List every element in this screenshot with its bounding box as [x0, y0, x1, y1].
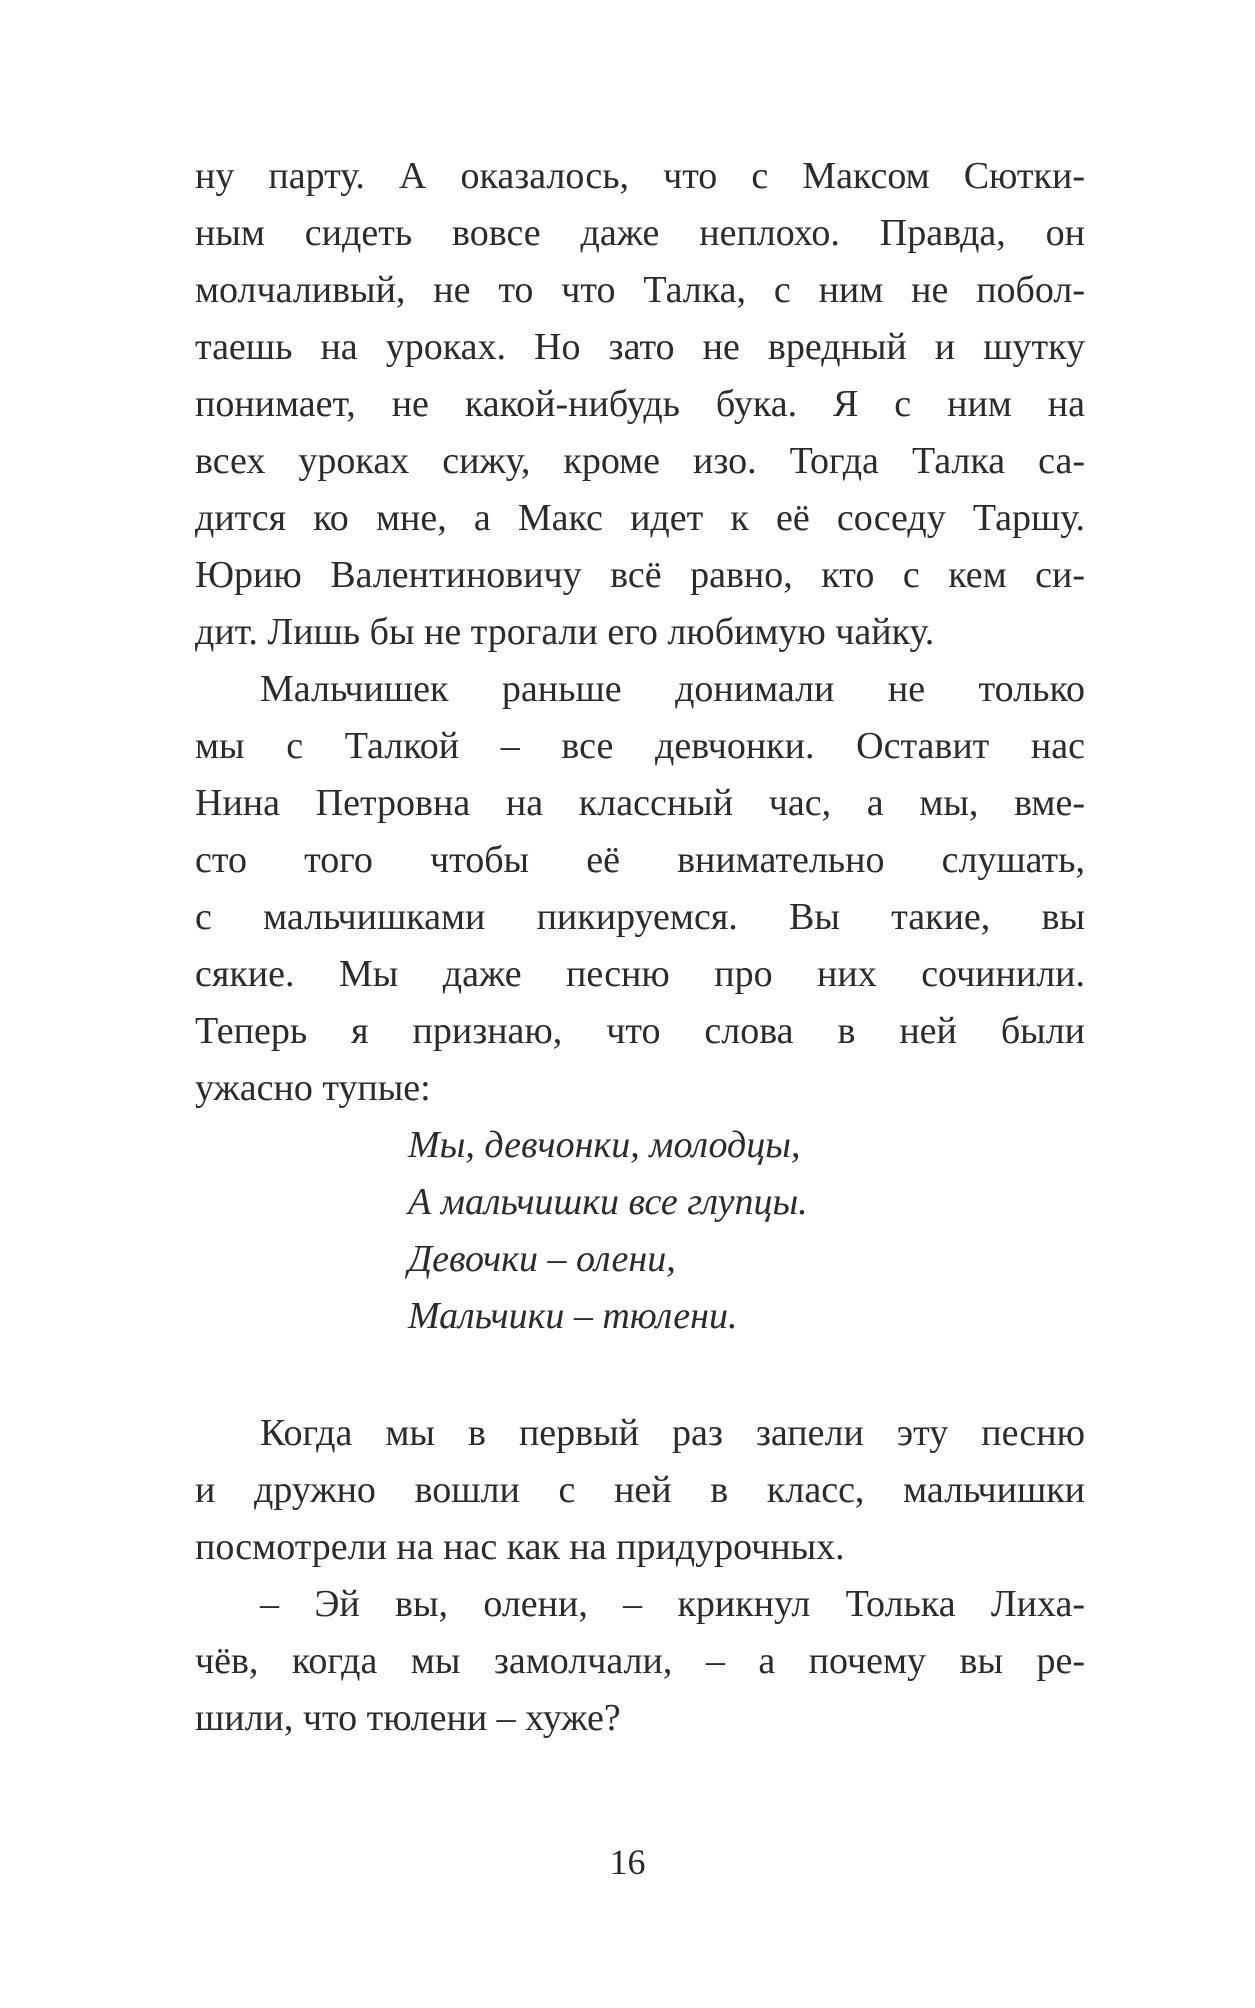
text-line: ну парту. А оказалось, что с Максом Сютки-: [195, 155, 1085, 197]
text-line: всех уроках сижу, кроме изо. Тогда Талка са-: [195, 440, 1085, 482]
text-line: ужасно тупые:: [195, 1067, 431, 1109]
verse-line: Девочки – олени,: [408, 1238, 676, 1280]
text-line: мы с Талкой – все девчонки. Оставит нас: [195, 725, 1085, 767]
text-line: – Эй вы, олени, – крикнул Толька Лиха-: [260, 1583, 1085, 1625]
text-line: ным сидеть вовсе даже неплохо. Правда, он: [195, 212, 1085, 254]
text-line: чёв, когда мы замолчали, – а почему вы ре-: [195, 1640, 1085, 1682]
text-line: дится ко мне, а Макс идет к её соседу Таршу.: [195, 497, 1085, 539]
text-line: дит. Лишь бы не трогали его любимую чайку.: [195, 611, 935, 653]
verse-line: А мальчишки все глупцы.: [408, 1181, 808, 1223]
text-line: с мальчишками пикируемся. Вы такие, вы: [195, 896, 1085, 938]
text-line: Когда мы в первый раз запели эту песню: [260, 1412, 1085, 1454]
verse-line: Мальчики – тюлени.: [408, 1295, 738, 1337]
text-line: Юрию Валентиновичу всё равно, кто с кем си-: [195, 554, 1085, 596]
text-line: шили, что тюлени – хуже?: [195, 1697, 621, 1739]
page-number: 16: [609, 1842, 646, 1882]
text-line: Нина Петровна на классный час, а мы, вме-: [195, 782, 1085, 824]
text-line: посмотрели на нас как на придурочных.: [195, 1526, 845, 1568]
text-line: понимает, не какой-нибудь бука. Я с ним на: [195, 383, 1085, 425]
text-line: Теперь я признаю, что слова в ней были: [195, 1010, 1085, 1052]
text-line: сякие. Мы даже песню про них сочинили.: [195, 953, 1085, 995]
text-line: и дружно вошли с ней в класс, мальчишки: [195, 1469, 1085, 1511]
verse-line: Мы, девчонки, молодцы,: [408, 1124, 801, 1166]
text-line: молчаливый, не то что Талка, с ним не побол-: [195, 269, 1085, 311]
text-line: сто того чтобы её внимательно слушать,: [195, 839, 1085, 881]
text-line: таешь на уроках. Но зато не вредный и шутку: [195, 326, 1085, 368]
text-line: Мальчишек раньше донимали не только: [260, 668, 1085, 710]
